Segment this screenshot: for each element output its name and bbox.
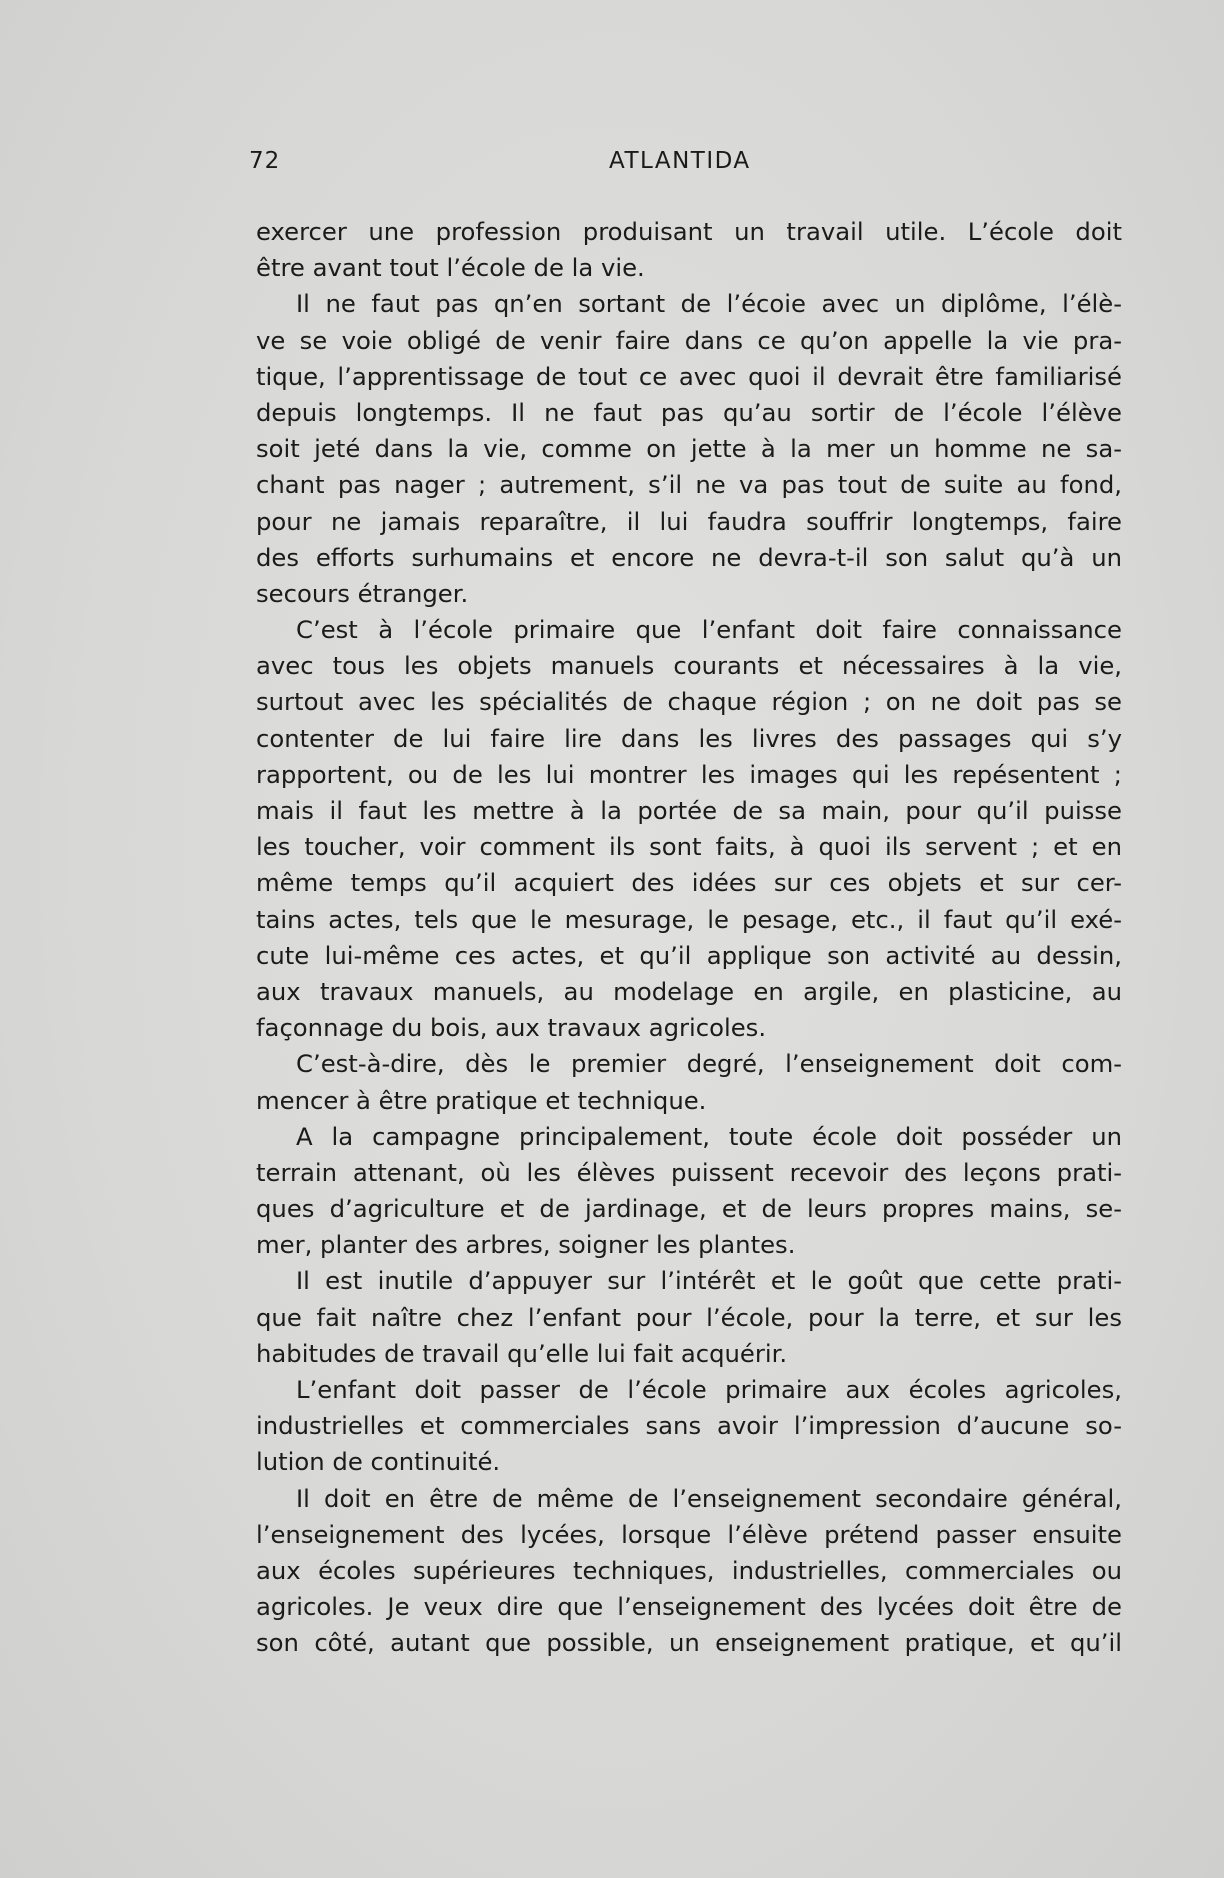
text-line: l’enseignement des lycées, lorsque l’élève prétend passer ensuite xyxy=(256,1519,1122,1549)
text-line: les toucher, voir comment ils sont faits, à quoi ils servent ; et en xyxy=(256,832,1122,862)
running-title: ATLANTIDA xyxy=(609,148,751,174)
text-line: A la campagne principalement, toute école doit posséder un xyxy=(296,1121,1122,1151)
text-line: ve se voie obligé de venir faire dans ce qu’on appelle la vie pra- xyxy=(256,325,1122,355)
text-line: mencer à être pratique et technique. xyxy=(256,1085,707,1115)
text-line: être avant tout l’école de la vie. xyxy=(256,253,645,283)
text-line: son côté, autant que possible, un enseignement pratique, et qu’il xyxy=(256,1628,1122,1658)
text-line: Il ne faut pas qn’en sortant de l’écoie avec un diplôme, l’élè- xyxy=(296,289,1122,319)
text-line: exercer une profession produisant un travail utile. L’école doit xyxy=(256,217,1122,246)
text-line: C’est à l’école primaire que l’enfant doit faire connaissance xyxy=(296,615,1122,645)
text-line: tains actes, tels que le mesurage, le pesage, etc., il faut qu’il exé- xyxy=(256,904,1122,934)
text-line: aux travaux manuels, au modelage en argile, en plasticine, au xyxy=(256,976,1122,1006)
text-line: mais il faut les mettre à la portée de sa main, pour qu’il puisse xyxy=(256,796,1122,825)
text-line: surtout avec les spécialités de chaque région ; on ne doit pas se xyxy=(256,687,1122,717)
text-line: avec tous les objets manuels courants et nécessaires à la vie, xyxy=(256,651,1122,681)
text-line: soit jeté dans la vie, comme on jette à la mer un homme ne sa- xyxy=(256,434,1122,464)
text-line: depuis longtemps. Il ne faut pas qu’au sortir de l’école l’élève xyxy=(256,397,1122,427)
text-line: que fait naître chez l’enfant pour l’école, pour la terre, et sur les xyxy=(256,1302,1122,1332)
text-line: L’enfant doit passer de l’école primaire aux écoles agricoles, xyxy=(296,1375,1122,1404)
text-line: même temps qu’il acquiert des idées sur ces objets et sur cer- xyxy=(256,868,1122,898)
page-header xyxy=(249,148,1129,180)
page-number: 72 xyxy=(249,148,281,174)
text-line: cute lui-même ces actes, et qu’il applique son activité au dessin, xyxy=(256,940,1122,970)
text-line: Il est inutile d’appuyer sur l’intérêt et le goût que cette prati- xyxy=(296,1266,1122,1296)
text-line: tique, l’apprentissage de tout ce avec quoi il devrait être familiarisé xyxy=(256,361,1122,391)
text-line: rapportent, ou de les lui montrer les images qui les repésentent ; xyxy=(256,759,1122,789)
text-line: mer, planter des arbres, soigner les plantes. xyxy=(256,1230,796,1260)
body-text xyxy=(256,214,1122,1662)
text-line: lution de continuité. xyxy=(256,1447,501,1477)
text-line: ques d’agriculture et de jardinage, et de leurs propres mains, se- xyxy=(256,1194,1122,1224)
text-line: chant pas nager ; autrement, s’il ne va pas tout de suite au fond, xyxy=(256,470,1122,500)
text-line: Il doit en être de même de l’enseignement secondaire général, xyxy=(296,1483,1122,1513)
text-line: façonnage du bois, aux travaux agricoles. xyxy=(256,1013,767,1043)
text-line: habitudes de travail qu’elle lui fait acquérir. xyxy=(256,1338,788,1368)
text-line: pour ne jamais reparaître, il lui faudra souffrir longtemps, faire xyxy=(256,506,1122,536)
text-line: des efforts surhumains et encore ne devra-t-il son salut qu’à un xyxy=(256,542,1122,572)
text-line: aux écoles supérieures techniques, industrielles, commerciales ou xyxy=(256,1555,1122,1585)
text-line: contenter de lui faire lire dans les livres des passages qui s’y xyxy=(256,723,1122,753)
text-line: terrain attenant, où les élèves puissent recevoir des leçons prati- xyxy=(256,1157,1122,1187)
text-line: agricoles. Je veux dire que l’enseignement des lycées doit être de xyxy=(256,1592,1122,1622)
text-line: secours étranger. xyxy=(256,578,469,608)
text-line: C’est-à-dire, dès le premier degré, l’enseignement doit com- xyxy=(296,1049,1122,1079)
text-line: industrielles et commerciales sans avoir l’impression d’aucune so- xyxy=(256,1411,1122,1441)
